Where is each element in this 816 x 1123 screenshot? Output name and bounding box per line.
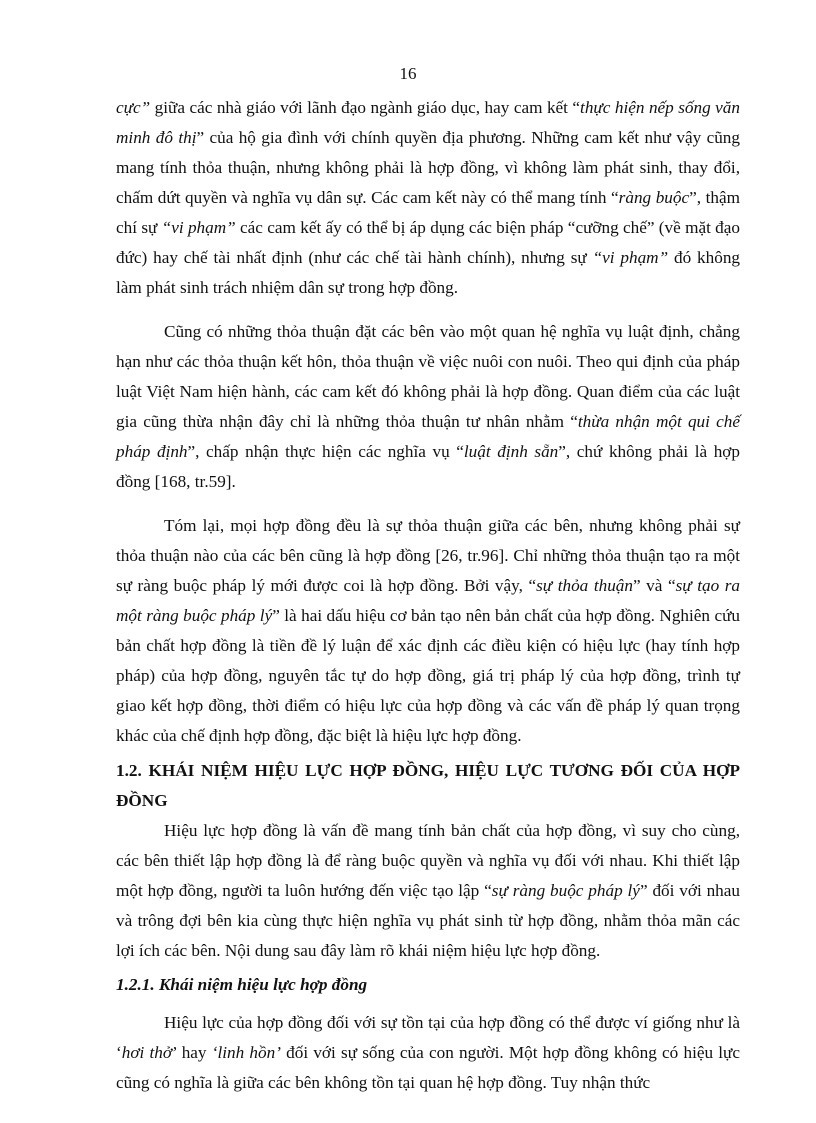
italic-text: sự ràng buộc pháp lý <box>491 881 640 900</box>
paragraph: Cũng có những thỏa thuận đặt các bên vào một quan hệ nghĩa vụ luật định, chẳng hạn như các thỏa thuận kết hôn, thỏa thuận về việc nuôi con nuôi. Theo qui định của pháp luật Việt Nam hiện hành, các cam kết đó không phải là hợp đồng. Quan điểm của các luật gia cũng thừa nhận đây chỉ là những thỏa thuận tư nhân nhằm “thừa nhận một qui chế pháp định”, chấp nhận thực hiện các nghĩa vụ “luật định sẵn”, chứ không phải là hợp đồng [168, tr.59]. <box>116 322 740 491</box>
paragraph: Hiệu lực của hợp đồng đối với sự tồn tại của hợp đồng có thể được ví giống như là ‘hơi thở’ hay ‘linh hồn’ đối với sự sống của con người. Một hợp đồng không có hiệu lực cũng có nghĩa là giữa các bên không tồn tại quan hệ hợp đồng. Tuy nhận thức <box>116 1013 741 1092</box>
paragraph: Hiệu lực hợp đồng là vấn đề mang tính bản chất của hợp đồng, vì suy cho cùng, các bên thiết lập hợp đồng là để ràng buộc quyền và nghĩa vụ đối với nhau. Khi thiết lập một hợp đồng, người ta luôn hướng đến việc tạo lập “sự ràng buộc pháp lý” đối với nhau và trông đợi bên kia cùng thực hiện nghĩa vụ phát sinh từ hợp đồng, nhằm thỏa mãn các lợi ích các bên. Nội dung sau đây làm rõ khái niệm hiệu lực hợp đồng. <box>116 821 741 960</box>
italic-text: thực hiện nếp sống văn minh đô thị <box>116 98 740 147</box>
italic-text: ràng buộc <box>618 188 690 207</box>
italic-text: thừa nhận một qui chế pháp định <box>116 412 740 461</box>
italic-text: sự tạo ra một ràng buộc pháp lý <box>116 576 740 625</box>
paragraph: Tóm lại, mọi hợp đồng đều là sự thỏa thuận giữa các bên, nhưng không phải sự thỏa thuận nào của các bên cũng là hợp đồng [26, tr.96]. Chỉ những thỏa thuận tạo ra một sự ràng buộc pháp lý mới được coi là hợp đồng. Bởi vậy, “sự thỏa thuận” và “sự tạo ra một ràng buộc pháp lý” là hai dấu hiệu cơ bản tạo nên bản chất của hợp đồng. Nghiên cứu bản chất hợp đồng là tiền đề lý luận để xác định các điều kiện có hiệu lực (hay tính hợp pháp) của hợp đồng, nguyên tắc tự do hợp đồng, giá trị pháp lý của hợp đồng, trình tự giao kết hợp đồng, thời điểm có hiệu lực của hợp đồng và các vấn đề pháp lý quan trọng khác của chế định hợp đồng, đặc biệt là hiệu lực hợp đồng. <box>116 516 740 745</box>
italic-text: “vi phạm” <box>161 218 236 237</box>
document-body <box>116 93 740 1098</box>
italic-text: “vi phạm” <box>592 248 669 267</box>
page-number: 16 <box>399 64 417 83</box>
italic-text: sự thỏa thuận <box>536 576 633 595</box>
subsection-heading: 1.2.1. Khái niệm hiệu lực hợp đồng <box>116 975 368 994</box>
italic-text: hơi thở <box>121 1043 173 1062</box>
section-heading: 1.2. KHÁI NIỆM HIỆU LỰC HỢP ĐỒNG, HIỆU LỰC TƯƠNG ĐỐI CỦA HỢP ĐỒNG <box>116 761 740 810</box>
paragraph: cực” giữa các nhà giáo với lãnh đạo ngành giáo dục, hay cam kết “thực hiện nếp sống văn minh đô thị” của hộ gia đình với chính quyền địa phương. Những cam kết như vậy cũng mang tính thỏa thuận, nhưng không phải là hợp đồng, vì không làm phát sinh, thay đổi, chấm dứt quyền và nghĩa vụ dân sự. Các cam kết này có thể mang tính “ràng buộc”, thậm chí sự “vi phạm” các cam kết ấy có thể bị áp dụng các biện pháp “cưỡng chế” (về mặt đạo đức) hay chế tài nhất định (như các chế tài hành chính), nhưng sự “vi phạm” đó không làm phát sinh trách nhiệm dân sự trong hợp đồng. <box>116 98 741 297</box>
italic-text: ‘linh hồn’ <box>211 1043 281 1062</box>
italic-text: cực” <box>116 98 151 117</box>
italic-text: luật định sẵn <box>463 442 559 461</box>
